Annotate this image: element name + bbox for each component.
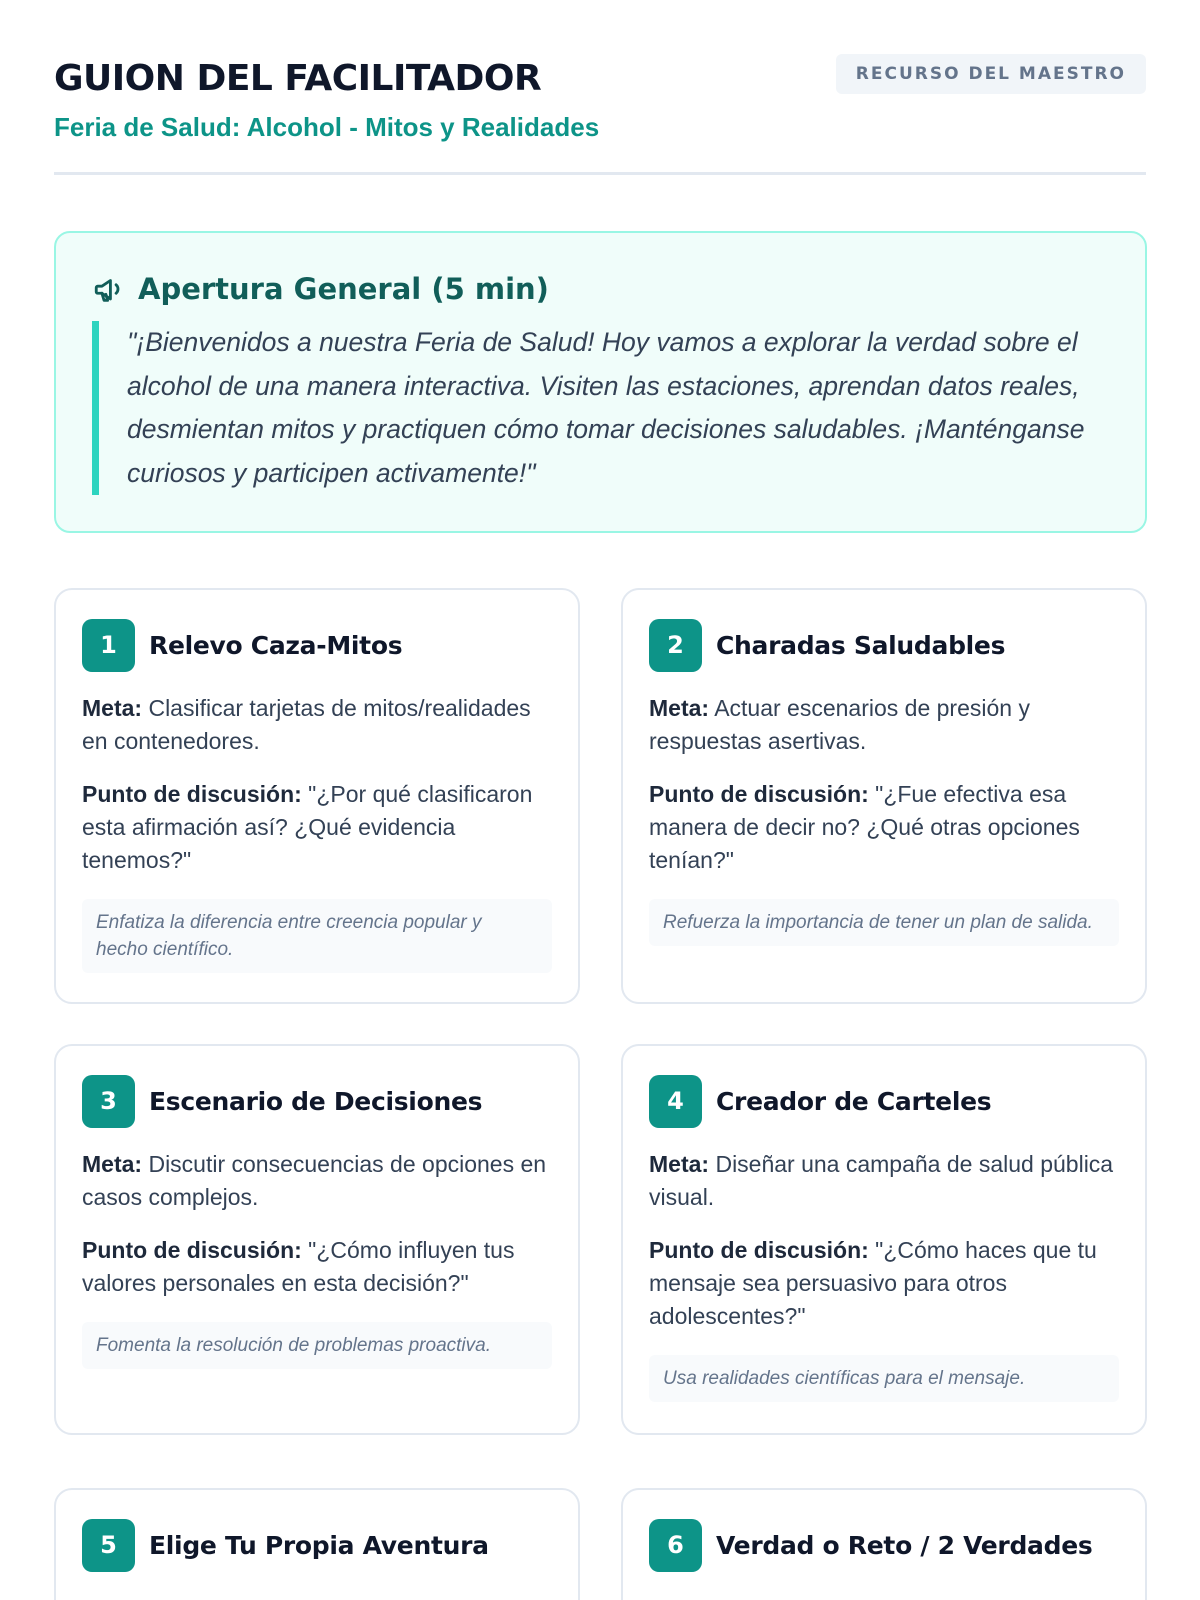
station-goal bbox=[649, 692, 1119, 758]
goal-text: Actuar escenarios de presión y respuestas asertivas. bbox=[649, 695, 1030, 754]
station-card-4 bbox=[621, 1044, 1147, 1435]
station-note: Enfatiza la diferencia entre creencia popular y hecho científico. bbox=[82, 899, 552, 973]
goal-label: Meta: bbox=[82, 1151, 143, 1177]
page-title: GUION DEL FACILITADOR bbox=[54, 58, 542, 99]
station-header bbox=[82, 1518, 552, 1572]
station-header bbox=[82, 1074, 552, 1128]
discussion-text: "¿Cómo influyen tus valores personales en esta decisión?" bbox=[82, 1237, 515, 1296]
station-number-badge: 6 bbox=[649, 1519, 702, 1572]
goal-label: Meta: bbox=[82, 695, 143, 721]
station-number-badge: 1 bbox=[82, 619, 135, 672]
megaphone-icon bbox=[92, 272, 126, 306]
goal-label: Meta: bbox=[649, 695, 710, 721]
station-title: Creador de Carteles bbox=[716, 1086, 992, 1116]
page-header bbox=[54, 54, 1146, 175]
station-note: Refuerza la importancia de tener un plan de salida. bbox=[649, 899, 1119, 946]
discussion-label: Punto de discusión: bbox=[82, 781, 302, 807]
station-title: Escenario de Decisiones bbox=[149, 1086, 483, 1116]
resource-badge: RECURSO DEL MAESTRO bbox=[836, 54, 1146, 94]
station-goal bbox=[649, 1148, 1119, 1214]
station-header bbox=[649, 1074, 1119, 1128]
discussion-label: Punto de discusión: bbox=[649, 1237, 869, 1263]
discussion-label: Punto de discusión: bbox=[649, 781, 869, 807]
discussion-text: "¿Por qué clasificaron esta afirmación así? ¿Qué evidencia tenemos?" bbox=[82, 781, 533, 873]
station-title: Verdad o Reto / 2 Verdades bbox=[716, 1530, 1093, 1560]
station-header bbox=[649, 1518, 1119, 1572]
opening-title: Apertura General (5 min) bbox=[138, 272, 549, 306]
goal-text: Diseñar una campaña de salud pública visual. bbox=[649, 1151, 1114, 1210]
station-card-5 bbox=[54, 1488, 580, 1600]
station-card-1 bbox=[54, 588, 580, 1004]
station-card-2 bbox=[621, 588, 1147, 1004]
goal-text: Discutir consecuencias de opciones en casos complejos. bbox=[82, 1151, 547, 1210]
station-note: Fomenta la resolución de problemas proactiva. bbox=[82, 1322, 552, 1369]
station-discussion bbox=[82, 1234, 552, 1300]
opening-section bbox=[54, 231, 1147, 533]
station-number-badge: 4 bbox=[649, 1075, 702, 1128]
station-discussion bbox=[649, 778, 1119, 877]
page-subtitle: Feria de Salud: Alcohol - Mitos y Realidades bbox=[54, 112, 600, 142]
opening-quote: "¡Bienvenidos a nuestra Feria de Salud! Hoy vamos a explorar la verdad sobre el alcohol de una manera interactiva. Visiten las estaciones, aprendan datos reales, desmientan mitos y practiquen cómo tomar decisiones saludables. ¡Manténganse curiosos y participen activamente!" bbox=[92, 321, 1109, 495]
discussion-text: "¿Cómo haces que tu mensaje sea persuasivo para otros adolescentes?" bbox=[649, 1237, 1097, 1329]
station-title: Charadas Saludables bbox=[716, 630, 1006, 660]
station-discussion bbox=[649, 1234, 1119, 1333]
station-title: Elige Tu Propia Aventura bbox=[149, 1530, 489, 1560]
goal-text: Clasificar tarjetas de mitos/realidades en contenedores. bbox=[82, 695, 531, 754]
station-card-6 bbox=[621, 1488, 1147, 1600]
discussion-text: "¿Fue efectiva esa manera de decir no? ¿Qué otras opciones tenían?" bbox=[649, 781, 1080, 873]
station-header bbox=[649, 618, 1119, 672]
station-card-3 bbox=[54, 1044, 580, 1435]
station-discussion bbox=[82, 778, 552, 877]
station-number-badge: 5 bbox=[82, 1519, 135, 1572]
station-note: Usa realidades científicas para el mensaje. bbox=[649, 1355, 1119, 1402]
station-number-badge: 3 bbox=[82, 1075, 135, 1128]
discussion-label: Punto de discusión: bbox=[82, 1237, 302, 1263]
goal-label: Meta: bbox=[649, 1151, 710, 1177]
opening-header bbox=[92, 269, 1109, 309]
station-title: Relevo Caza-Mitos bbox=[149, 630, 403, 660]
station-goal bbox=[82, 692, 552, 758]
station-goal bbox=[82, 1148, 552, 1214]
station-number-badge: 2 bbox=[649, 619, 702, 672]
station-header bbox=[82, 618, 552, 672]
